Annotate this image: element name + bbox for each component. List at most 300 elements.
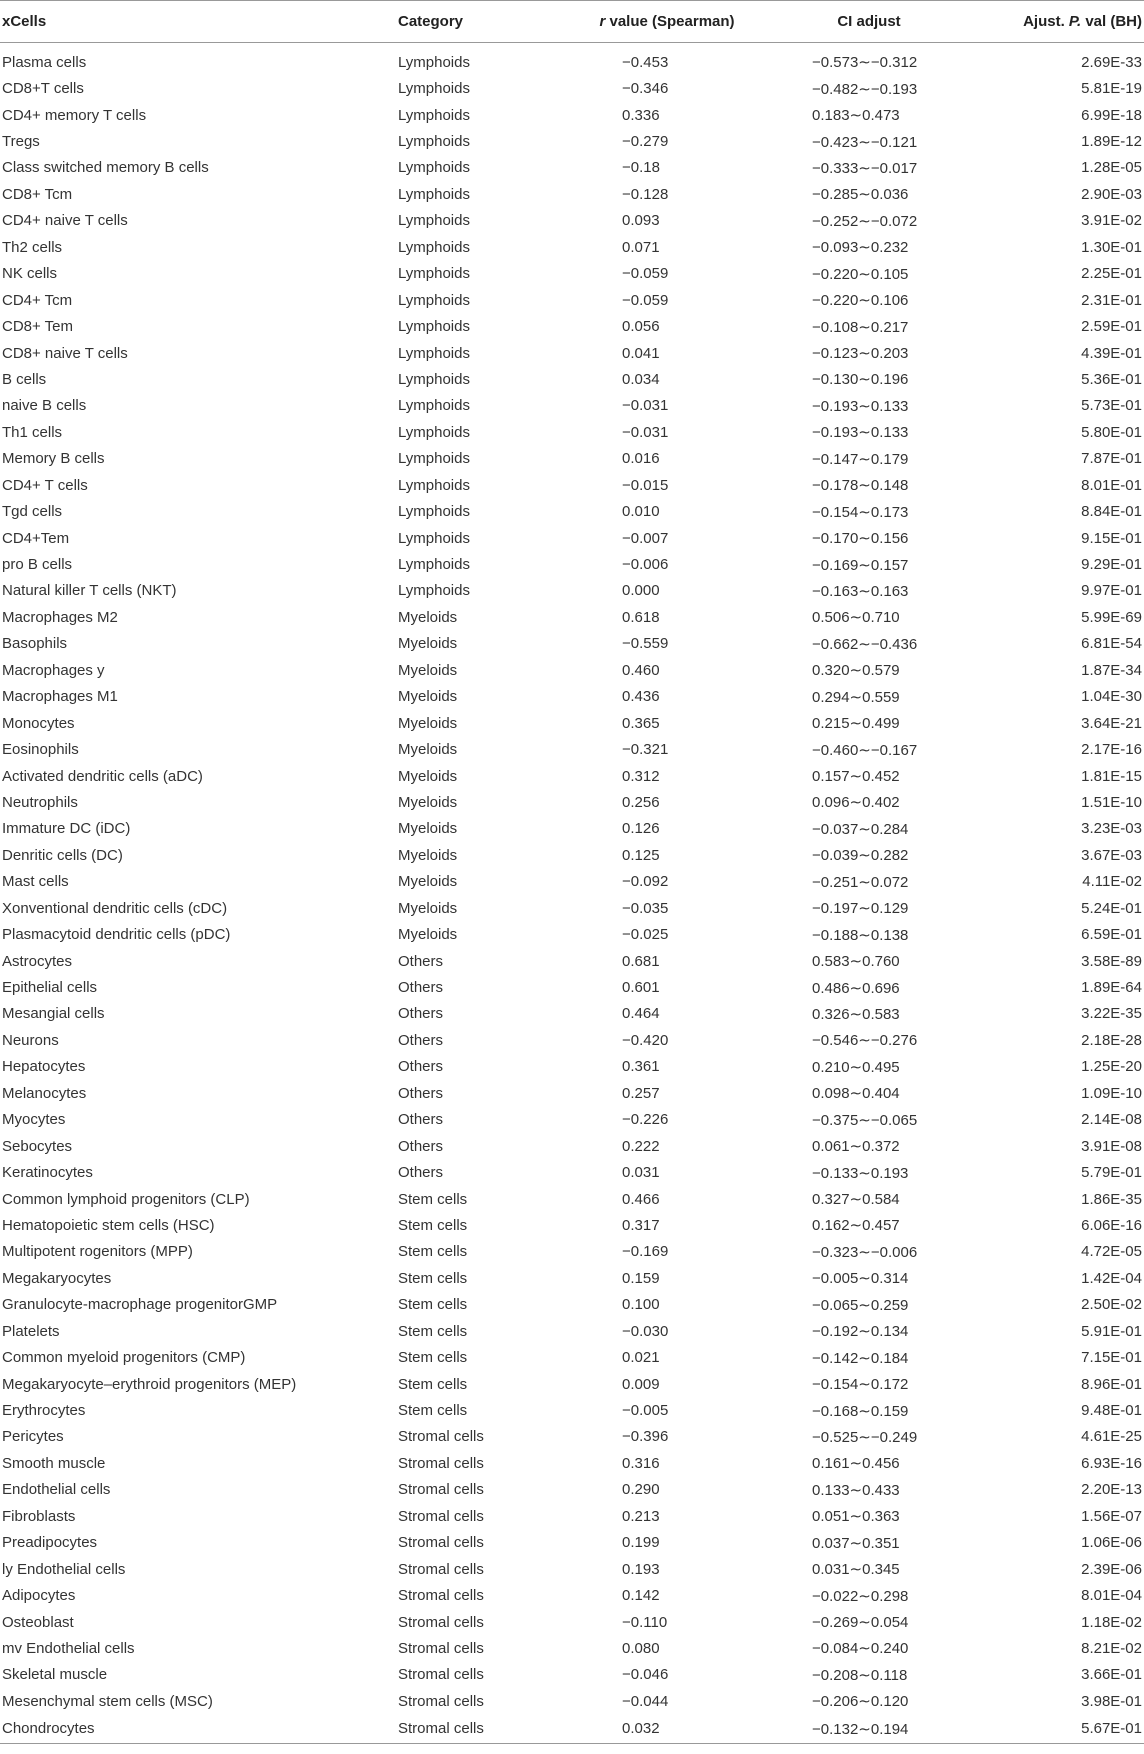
cell-type-cell: naive B cells bbox=[2, 397, 87, 415]
table-row bbox=[0, 43, 1144, 76]
table-row bbox=[0, 1503, 1144, 1529]
ci-adjust-cell: −0.065∼0.259 bbox=[812, 1296, 909, 1314]
category-cell: Lymphoids bbox=[398, 318, 470, 336]
cell-type-cell: Adipocytes bbox=[2, 1587, 76, 1605]
ci-adjust-cell: −0.269∼0.054 bbox=[812, 1614, 909, 1632]
category-cell: Lymphoids bbox=[398, 212, 470, 230]
ci-adjust-cell: −0.132∼0.194 bbox=[746, 1715, 962, 1744]
r-value-cell: −0.035 bbox=[622, 899, 669, 917]
ci-adjust-cell: −0.168∼0.159 bbox=[812, 1402, 909, 1420]
category-cell: Others bbox=[398, 1164, 444, 1182]
cell-type-cell: Monocytes bbox=[2, 714, 75, 732]
table-row bbox=[0, 1265, 1144, 1291]
category-cell: Stem cells bbox=[398, 1375, 468, 1393]
p-value-cell: 8.01E-01 bbox=[1081, 476, 1142, 494]
ci-adjust-cell: −0.163∼0.163 bbox=[812, 582, 909, 600]
r-value-cell: 0.010 bbox=[622, 503, 660, 521]
cell-type-cell: CD4+ naive T cells bbox=[2, 212, 128, 230]
cell-type-cell: CD8+ Tem bbox=[2, 318, 74, 336]
cell-type-cell: Macrophages M2 bbox=[2, 608, 118, 626]
table-row bbox=[0, 472, 1144, 498]
p-value-cell: 6.93E-16 bbox=[1081, 1454, 1142, 1472]
ci-adjust-cell: −0.039∼0.282 bbox=[812, 847, 909, 865]
p-value-cell: 1.87E-34 bbox=[1081, 661, 1142, 679]
category-cell: Lymphoids bbox=[398, 370, 470, 388]
cell-type-cell: Immature DC (iDC) bbox=[2, 820, 131, 838]
category-cell: Stromal cells bbox=[398, 1587, 484, 1605]
r-value-cell: 0.618 bbox=[622, 608, 660, 626]
category-cell: Others bbox=[398, 1058, 444, 1076]
table-row bbox=[0, 366, 1144, 392]
cell-type-cell: Chondrocytes bbox=[0, 1715, 398, 1744]
category-cell: Myeloids bbox=[398, 635, 458, 653]
category-cell: Lymphoids bbox=[398, 423, 470, 441]
cell-type-cell: Skeletal muscle bbox=[2, 1666, 108, 1684]
category-cell: Lymphoids bbox=[398, 185, 470, 203]
ci-adjust-cell: −0.220∼0.105 bbox=[812, 265, 909, 283]
cell-type-cell: CD8+T cells bbox=[2, 80, 84, 98]
p-value-cell: 5.24E-01 bbox=[1081, 899, 1142, 917]
r-value-cell: 0.681 bbox=[622, 952, 660, 970]
category-cell: Myeloids bbox=[398, 820, 458, 838]
p-value-cell: 6.81E-54 bbox=[1081, 635, 1142, 653]
r-value-cell: 0.365 bbox=[622, 714, 660, 732]
table-row bbox=[0, 895, 1144, 921]
p-value-cell: 3.66E-01 bbox=[1081, 1666, 1142, 1684]
r-value-cell: 0.142 bbox=[622, 1587, 660, 1605]
r-value-cell: −0.226 bbox=[622, 1111, 669, 1129]
r-value-cell: −0.005 bbox=[622, 1402, 669, 1420]
table-row bbox=[0, 1397, 1144, 1423]
cell-type-cell: Sebocytes bbox=[2, 1137, 73, 1155]
cell-type-cell: Tregs bbox=[2, 133, 40, 151]
cell-type-cell: Smooth muscle bbox=[2, 1454, 106, 1472]
ci-adjust-cell: 0.061∼0.372 bbox=[812, 1138, 900, 1156]
ci-adjust-cell: −0.546∼−0.276 bbox=[812, 1032, 918, 1050]
ci-adjust-cell: 0.031∼0.345 bbox=[812, 1561, 900, 1579]
category-cell: Myeloids bbox=[398, 926, 458, 944]
category-cell: Others bbox=[398, 1005, 444, 1023]
ci-adjust-cell: −0.220∼0.106 bbox=[812, 292, 909, 310]
category-cell: Myeloids bbox=[398, 793, 458, 811]
cell-type-cell: Th1 cells bbox=[2, 423, 63, 441]
cell-type-cell: Denritic cells (DC) bbox=[2, 846, 123, 864]
table-row bbox=[0, 1450, 1144, 1476]
p-value-cell: 2.39E-06 bbox=[1081, 1560, 1142, 1578]
header-r-symbol: r bbox=[599, 13, 606, 30]
r-value-cell: −0.030 bbox=[622, 1322, 669, 1340]
r-value-cell: 0.126 bbox=[622, 820, 660, 838]
r-value-cell: −0.420 bbox=[622, 1031, 669, 1049]
ci-adjust-cell: −0.252∼−0.072 bbox=[812, 212, 918, 230]
p-value-cell: 1.56E-07 bbox=[1081, 1507, 1142, 1525]
category-cell: Lymphoids bbox=[398, 133, 470, 151]
cell-type-cell: Neurons bbox=[2, 1031, 59, 1049]
r-value-cell: 0.256 bbox=[622, 793, 660, 811]
table-row bbox=[0, 1001, 1144, 1027]
table-row bbox=[0, 1027, 1144, 1053]
r-value-cell: −0.559 bbox=[622, 635, 669, 653]
table-row bbox=[0, 1186, 1144, 1212]
cell-type-cell: ly Endothelial cells bbox=[2, 1560, 126, 1578]
category-cell: Myeloids bbox=[398, 661, 458, 679]
r-value-cell: 0.100 bbox=[622, 1296, 660, 1314]
category-cell: Stromal cells bbox=[398, 1666, 484, 1684]
category-cell: Stromal cells bbox=[398, 1534, 484, 1552]
cell-type-cell: mv Endothelial cells bbox=[2, 1639, 135, 1657]
r-value-cell: 0.317 bbox=[622, 1216, 660, 1234]
p-value-cell: 9.29E-01 bbox=[1081, 556, 1142, 574]
category-cell: Lymphoids bbox=[398, 529, 470, 547]
cell-type-cell: Multipotent rogenitors (MPP) bbox=[2, 1243, 193, 1261]
header-r-value bbox=[548, 1, 746, 43]
ci-adjust-cell: −0.123∼0.203 bbox=[812, 345, 909, 363]
table-row bbox=[0, 763, 1144, 789]
table-body bbox=[0, 43, 1144, 1744]
category-cell: Stromal cells bbox=[398, 1481, 484, 1499]
r-value-cell: −0.059 bbox=[622, 291, 669, 309]
p-value-cell: 5.91E-01 bbox=[1081, 1322, 1142, 1340]
category-cell: Lymphoids bbox=[398, 53, 470, 71]
category-cell: Lymphoids bbox=[398, 556, 470, 574]
table-row bbox=[0, 604, 1144, 630]
ci-adjust-cell: −0.169∼0.157 bbox=[812, 556, 909, 574]
ci-adjust-cell: 0.096∼0.402 bbox=[812, 794, 900, 812]
r-value-cell: −0.025 bbox=[622, 926, 669, 944]
p-value-cell: 8.84E-01 bbox=[1081, 503, 1142, 521]
p-value-cell: 2.20E-13 bbox=[1081, 1481, 1142, 1499]
p-value-cell: 4.39E-01 bbox=[1081, 344, 1142, 362]
r-value-cell: 0.000 bbox=[622, 582, 660, 600]
ci-adjust-cell: 0.157∼0.452 bbox=[812, 768, 900, 786]
r-value-cell: 0.041 bbox=[622, 344, 660, 362]
category-cell: Myeloids bbox=[398, 767, 458, 785]
r-value-cell: 0.336 bbox=[622, 106, 660, 124]
r-value-cell: 0.222 bbox=[622, 1137, 660, 1155]
p-value-cell: 5.80E-01 bbox=[1081, 423, 1142, 441]
p-value-cell: 2.31E-01 bbox=[1081, 291, 1142, 309]
ci-adjust-cell: −0.154∼0.172 bbox=[812, 1376, 909, 1394]
category-cell: Myeloids bbox=[398, 714, 458, 732]
p-value-cell: 4.61E-25 bbox=[1081, 1428, 1142, 1446]
p-value-cell: 2.69E-33 bbox=[1081, 53, 1142, 71]
category-cell: Lymphoids bbox=[398, 344, 470, 362]
table-row bbox=[0, 578, 1144, 604]
p-value-cell: 5.36E-01 bbox=[1081, 370, 1142, 388]
cell-type-cell: Neutrophils bbox=[2, 793, 78, 811]
table-row bbox=[0, 525, 1144, 551]
ci-adjust-cell: −0.251∼0.072 bbox=[812, 873, 909, 891]
category-cell: Stem cells bbox=[398, 1216, 468, 1234]
p-value-cell: 9.97E-01 bbox=[1081, 582, 1142, 600]
ci-adjust-cell: 0.294∼0.559 bbox=[812, 688, 900, 706]
r-value-cell: 0.312 bbox=[622, 767, 660, 785]
header-p-symbol: P. bbox=[1068, 13, 1082, 30]
p-value-cell: 8.96E-01 bbox=[1081, 1375, 1142, 1393]
p-value-cell: 9.48E-01 bbox=[1081, 1402, 1142, 1420]
r-value-cell: −0.046 bbox=[622, 1666, 669, 1684]
r-value-cell: 0.460 bbox=[622, 661, 660, 679]
p-value-cell: 2.90E-03 bbox=[1081, 185, 1142, 203]
category-cell: Myeloids bbox=[398, 608, 458, 626]
table-row bbox=[0, 921, 1144, 947]
category-cell: Myeloids bbox=[398, 873, 458, 891]
cell-type-cell: Granulocyte-macrophage progenitorGMP bbox=[2, 1296, 278, 1314]
table-row bbox=[0, 446, 1144, 472]
ci-adjust-cell: −0.206∼0.120 bbox=[812, 1693, 909, 1711]
p-value-cell: 1.25E-20 bbox=[1081, 1058, 1142, 1076]
r-value-cell: −0.110 bbox=[622, 1613, 668, 1631]
r-value-cell: −0.18 bbox=[622, 159, 660, 177]
r-value-cell: 0.071 bbox=[622, 238, 660, 256]
r-value-cell: 0.290 bbox=[622, 1481, 660, 1499]
p-value-cell: 2.18E-28 bbox=[1081, 1031, 1142, 1049]
table-row bbox=[0, 313, 1144, 339]
category-cell: Others bbox=[398, 1084, 444, 1102]
ci-adjust-cell: 0.326∼0.583 bbox=[812, 1005, 900, 1023]
cell-type-cell: Hepatocytes bbox=[2, 1058, 86, 1076]
p-value-cell: 3.98E-01 bbox=[1081, 1692, 1142, 1710]
p-value-cell: 5.73E-01 bbox=[1081, 397, 1142, 415]
cell-type-cell: Platelets bbox=[2, 1322, 60, 1340]
p-value-cell: 4.72E-05 bbox=[1081, 1243, 1142, 1261]
category-cell: Others bbox=[398, 979, 444, 997]
table-row bbox=[0, 1159, 1144, 1185]
p-value-cell: 9.15E-01 bbox=[1081, 529, 1142, 547]
p-value-cell: 7.15E-01 bbox=[1081, 1349, 1142, 1367]
category-cell: Stromal cells bbox=[398, 1639, 484, 1657]
category-cell: Others bbox=[398, 1111, 444, 1129]
table-row bbox=[0, 1080, 1144, 1106]
table-row bbox=[0, 948, 1144, 974]
ci-adjust-cell: 0.037∼0.351 bbox=[812, 1534, 900, 1552]
cell-type-cell: Mesenchymal stem cells (MSC) bbox=[2, 1692, 213, 1710]
table-row bbox=[0, 736, 1144, 762]
r-value-cell: −0.031 bbox=[622, 423, 669, 441]
r-value-cell: 0.016 bbox=[622, 450, 660, 468]
cell-type-cell: Fibroblasts bbox=[2, 1507, 76, 1525]
r-value-cell: 0.193 bbox=[622, 1560, 660, 1578]
p-value-cell: 3.64E-21 bbox=[1081, 714, 1142, 732]
ci-adjust-cell: 0.320∼0.579 bbox=[812, 662, 900, 680]
p-value-cell: 2.50E-02 bbox=[1081, 1296, 1142, 1314]
ci-adjust-cell: 0.183∼0.473 bbox=[812, 107, 900, 125]
header-xcells: xCells bbox=[0, 1, 398, 43]
p-value-cell: 5.67E-01 bbox=[962, 1715, 1144, 1744]
p-value-cell: 1.42E-04 bbox=[1081, 1269, 1142, 1287]
category-cell: Myeloids bbox=[398, 899, 458, 917]
header-p-pre: Ajust. bbox=[1023, 13, 1069, 30]
cell-type-cell: pro B cells bbox=[2, 556, 73, 574]
ci-adjust-cell: 0.161∼0.456 bbox=[812, 1455, 900, 1473]
r-value-cell: −0.169 bbox=[622, 1243, 669, 1261]
category-cell: Stromal cells bbox=[398, 1507, 484, 1525]
table-row bbox=[0, 1371, 1144, 1397]
p-value-cell: 3.22E-35 bbox=[1081, 1005, 1142, 1023]
table-row bbox=[0, 657, 1144, 683]
table-row bbox=[0, 789, 1144, 815]
category-cell: Stem cells bbox=[398, 1243, 468, 1261]
category-cell: Others bbox=[398, 1137, 444, 1155]
ci-adjust-cell: −0.133∼0.193 bbox=[812, 1164, 909, 1182]
p-value-cell: 1.86E-35 bbox=[1081, 1190, 1142, 1208]
cell-type-cell: Osteoblast bbox=[2, 1613, 74, 1631]
cell-type-cell: CD4+ memory T cells bbox=[2, 106, 147, 124]
table-row bbox=[0, 419, 1144, 445]
category-cell: Stromal cells bbox=[398, 1715, 548, 1744]
p-value-cell: 5.81E-19 bbox=[1081, 80, 1142, 98]
cell-type-cell: Epithelial cells bbox=[2, 979, 98, 997]
ci-adjust-cell: −0.188∼0.138 bbox=[812, 926, 909, 944]
cell-type-cell: Class switched memory B cells bbox=[2, 159, 209, 177]
r-value-cell: −0.092 bbox=[622, 873, 669, 891]
ci-adjust-cell: −0.178∼0.148 bbox=[812, 477, 909, 495]
r-value-cell: −0.321 bbox=[622, 741, 669, 759]
category-cell: Stem cells bbox=[398, 1296, 468, 1314]
table-row bbox=[0, 1530, 1144, 1556]
header-row bbox=[0, 1, 1144, 43]
p-value-cell: 3.23E-03 bbox=[1081, 820, 1142, 838]
ci-adjust-cell: −0.333∼−0.017 bbox=[812, 159, 918, 177]
p-value-cell: 1.18E-02 bbox=[1081, 1613, 1142, 1631]
table-row bbox=[0, 1133, 1144, 1159]
r-value-cell: −0.031 bbox=[622, 397, 669, 415]
category-cell: Lymphoids bbox=[398, 450, 470, 468]
table-row bbox=[0, 1635, 1144, 1661]
ci-adjust-cell: −0.084∼0.240 bbox=[812, 1640, 909, 1658]
cell-type-cell: Memory B cells bbox=[2, 450, 105, 468]
category-cell: Stromal cells bbox=[398, 1692, 484, 1710]
cell-type-cell: Endothelial cells bbox=[2, 1481, 111, 1499]
r-value-cell: 0.125 bbox=[622, 846, 660, 864]
table-row bbox=[0, 1688, 1144, 1714]
r-value-cell: 0.080 bbox=[622, 1639, 660, 1657]
category-cell: Stem cells bbox=[398, 1190, 468, 1208]
ci-adjust-cell: −0.460∼−0.167 bbox=[812, 741, 918, 759]
category-cell: Stromal cells bbox=[398, 1428, 484, 1446]
cell-type-cell: Melanocytes bbox=[2, 1084, 87, 1102]
p-value-cell: 6.99E-18 bbox=[1081, 106, 1142, 124]
table-row bbox=[0, 1662, 1144, 1688]
cell-type-cell: Common lymphoid progenitors (CLP) bbox=[2, 1190, 250, 1208]
table-row bbox=[0, 498, 1144, 524]
r-value-cell: −0.015 bbox=[622, 476, 669, 494]
p-value-cell: 1.30E-01 bbox=[1081, 238, 1142, 256]
cell-type-cell: Activated dendritic cells (aDC) bbox=[2, 767, 203, 785]
ci-adjust-cell: −0.423∼−0.121 bbox=[812, 133, 918, 151]
ci-adjust-cell: −0.142∼0.184 bbox=[812, 1349, 909, 1367]
category-cell: Lymphoids bbox=[398, 476, 470, 494]
table-row bbox=[0, 842, 1144, 868]
category-cell: Stromal cells bbox=[398, 1454, 484, 1472]
r-value-cell: 0.009 bbox=[622, 1375, 660, 1393]
ci-adjust-cell: −0.662∼−0.436 bbox=[812, 635, 918, 653]
r-value-cell: −0.453 bbox=[622, 53, 669, 71]
ci-adjust-cell: −0.192∼0.134 bbox=[812, 1323, 909, 1341]
ci-adjust-cell: −0.208∼0.118 bbox=[812, 1666, 908, 1684]
table-row bbox=[0, 1054, 1144, 1080]
category-cell: Myeloids bbox=[398, 688, 458, 706]
r-value-cell: −0.346 bbox=[622, 80, 669, 98]
ci-adjust-cell: −0.130∼0.196 bbox=[812, 371, 909, 389]
r-value-cell: 0.159 bbox=[622, 1269, 660, 1287]
cell-type-cell: Hematopoietic stem cells (HSC) bbox=[2, 1216, 215, 1234]
ci-adjust-cell: −0.037∼0.284 bbox=[812, 820, 909, 838]
category-cell: Lymphoids bbox=[398, 397, 470, 415]
p-value-cell: 1.51E-10 bbox=[1081, 793, 1142, 811]
r-value-cell: 0.199 bbox=[622, 1534, 660, 1552]
table-row bbox=[0, 340, 1144, 366]
cell-type-cell: Myocytes bbox=[2, 1111, 66, 1129]
r-value-cell: 0.213 bbox=[622, 1507, 660, 1525]
r-value-cell: 0.361 bbox=[622, 1058, 660, 1076]
p-value-cell: 7.87E-01 bbox=[1081, 450, 1142, 468]
r-value-cell: −0.128 bbox=[622, 185, 669, 203]
p-value-cell: 2.17E-16 bbox=[1081, 741, 1142, 759]
p-value-cell: 5.79E-01 bbox=[1081, 1164, 1142, 1182]
cell-type-cell: Keratinocytes bbox=[2, 1164, 93, 1182]
cell-type-cell: CD8+ naive T cells bbox=[2, 344, 128, 362]
ci-adjust-cell: −0.154∼0.173 bbox=[812, 503, 909, 521]
r-value-cell: −0.396 bbox=[622, 1428, 669, 1446]
p-value-cell: 3.91E-02 bbox=[1081, 212, 1142, 230]
category-cell: Myeloids bbox=[398, 741, 458, 759]
cell-type-cell: CD8+ Tcm bbox=[2, 185, 73, 203]
cell-type-cell: Basophils bbox=[2, 635, 68, 653]
ci-adjust-cell: −0.525∼−0.249 bbox=[812, 1428, 918, 1446]
table-row bbox=[0, 128, 1144, 154]
p-value-cell: 1.89E-12 bbox=[1081, 133, 1142, 151]
cell-type-cell: CD4+Tem bbox=[2, 529, 70, 547]
r-value-cell: 0.436 bbox=[622, 688, 660, 706]
ci-adjust-cell: −0.482∼−0.193 bbox=[812, 80, 918, 98]
ci-adjust-cell: −0.573∼−0.312 bbox=[812, 54, 918, 72]
ci-adjust-cell: 0.583∼0.760 bbox=[812, 953, 900, 971]
p-value-cell: 1.04E-30 bbox=[1081, 688, 1142, 706]
ci-adjust-cell: −0.193∼0.133 bbox=[812, 424, 909, 442]
ci-adjust-cell: 0.133∼0.433 bbox=[812, 1481, 900, 1499]
category-cell: Stem cells bbox=[398, 1322, 468, 1340]
ci-adjust-cell: 0.210∼0.495 bbox=[812, 1058, 900, 1076]
category-cell: Lymphoids bbox=[398, 159, 470, 177]
category-cell: Lymphoids bbox=[398, 503, 470, 521]
r-value-cell: 0.466 bbox=[622, 1190, 660, 1208]
p-value-cell: 1.81E-15 bbox=[1081, 767, 1142, 785]
p-value-cell: 5.99E-69 bbox=[1081, 608, 1142, 626]
cell-type-cell: NK cells bbox=[2, 265, 58, 283]
cell-type-cell: Mesangial cells bbox=[2, 1005, 105, 1023]
r-value-cell: −0.279 bbox=[622, 133, 669, 151]
category-cell: Others bbox=[398, 1031, 444, 1049]
r-value-cell: 0.316 bbox=[622, 1454, 660, 1472]
r-value-cell: 0.464 bbox=[622, 1005, 660, 1023]
ci-adjust-cell: −0.375∼−0.065 bbox=[812, 1111, 918, 1129]
ci-adjust-cell: 0.486∼0.696 bbox=[812, 979, 900, 997]
r-value-cell: 0.093 bbox=[622, 212, 660, 230]
ci-adjust-cell: 0.162∼0.457 bbox=[812, 1217, 900, 1235]
table-row bbox=[0, 1212, 1144, 1238]
table-row bbox=[0, 710, 1144, 736]
p-value-cell: 2.25E-01 bbox=[1081, 265, 1142, 283]
ci-adjust-cell: −0.323∼−0.006 bbox=[812, 1243, 918, 1261]
table-row bbox=[0, 816, 1144, 842]
p-value-cell: 1.06E-06 bbox=[1081, 1534, 1142, 1552]
category-cell: Stem cells bbox=[398, 1349, 468, 1367]
cell-type-cell: Plasmacytoid dendritic cells (pDC) bbox=[2, 926, 231, 944]
p-value-cell: 8.01E-04 bbox=[1081, 1587, 1142, 1605]
cell-type-cell: Macrophages y bbox=[2, 661, 105, 679]
table-row bbox=[0, 1107, 1144, 1133]
